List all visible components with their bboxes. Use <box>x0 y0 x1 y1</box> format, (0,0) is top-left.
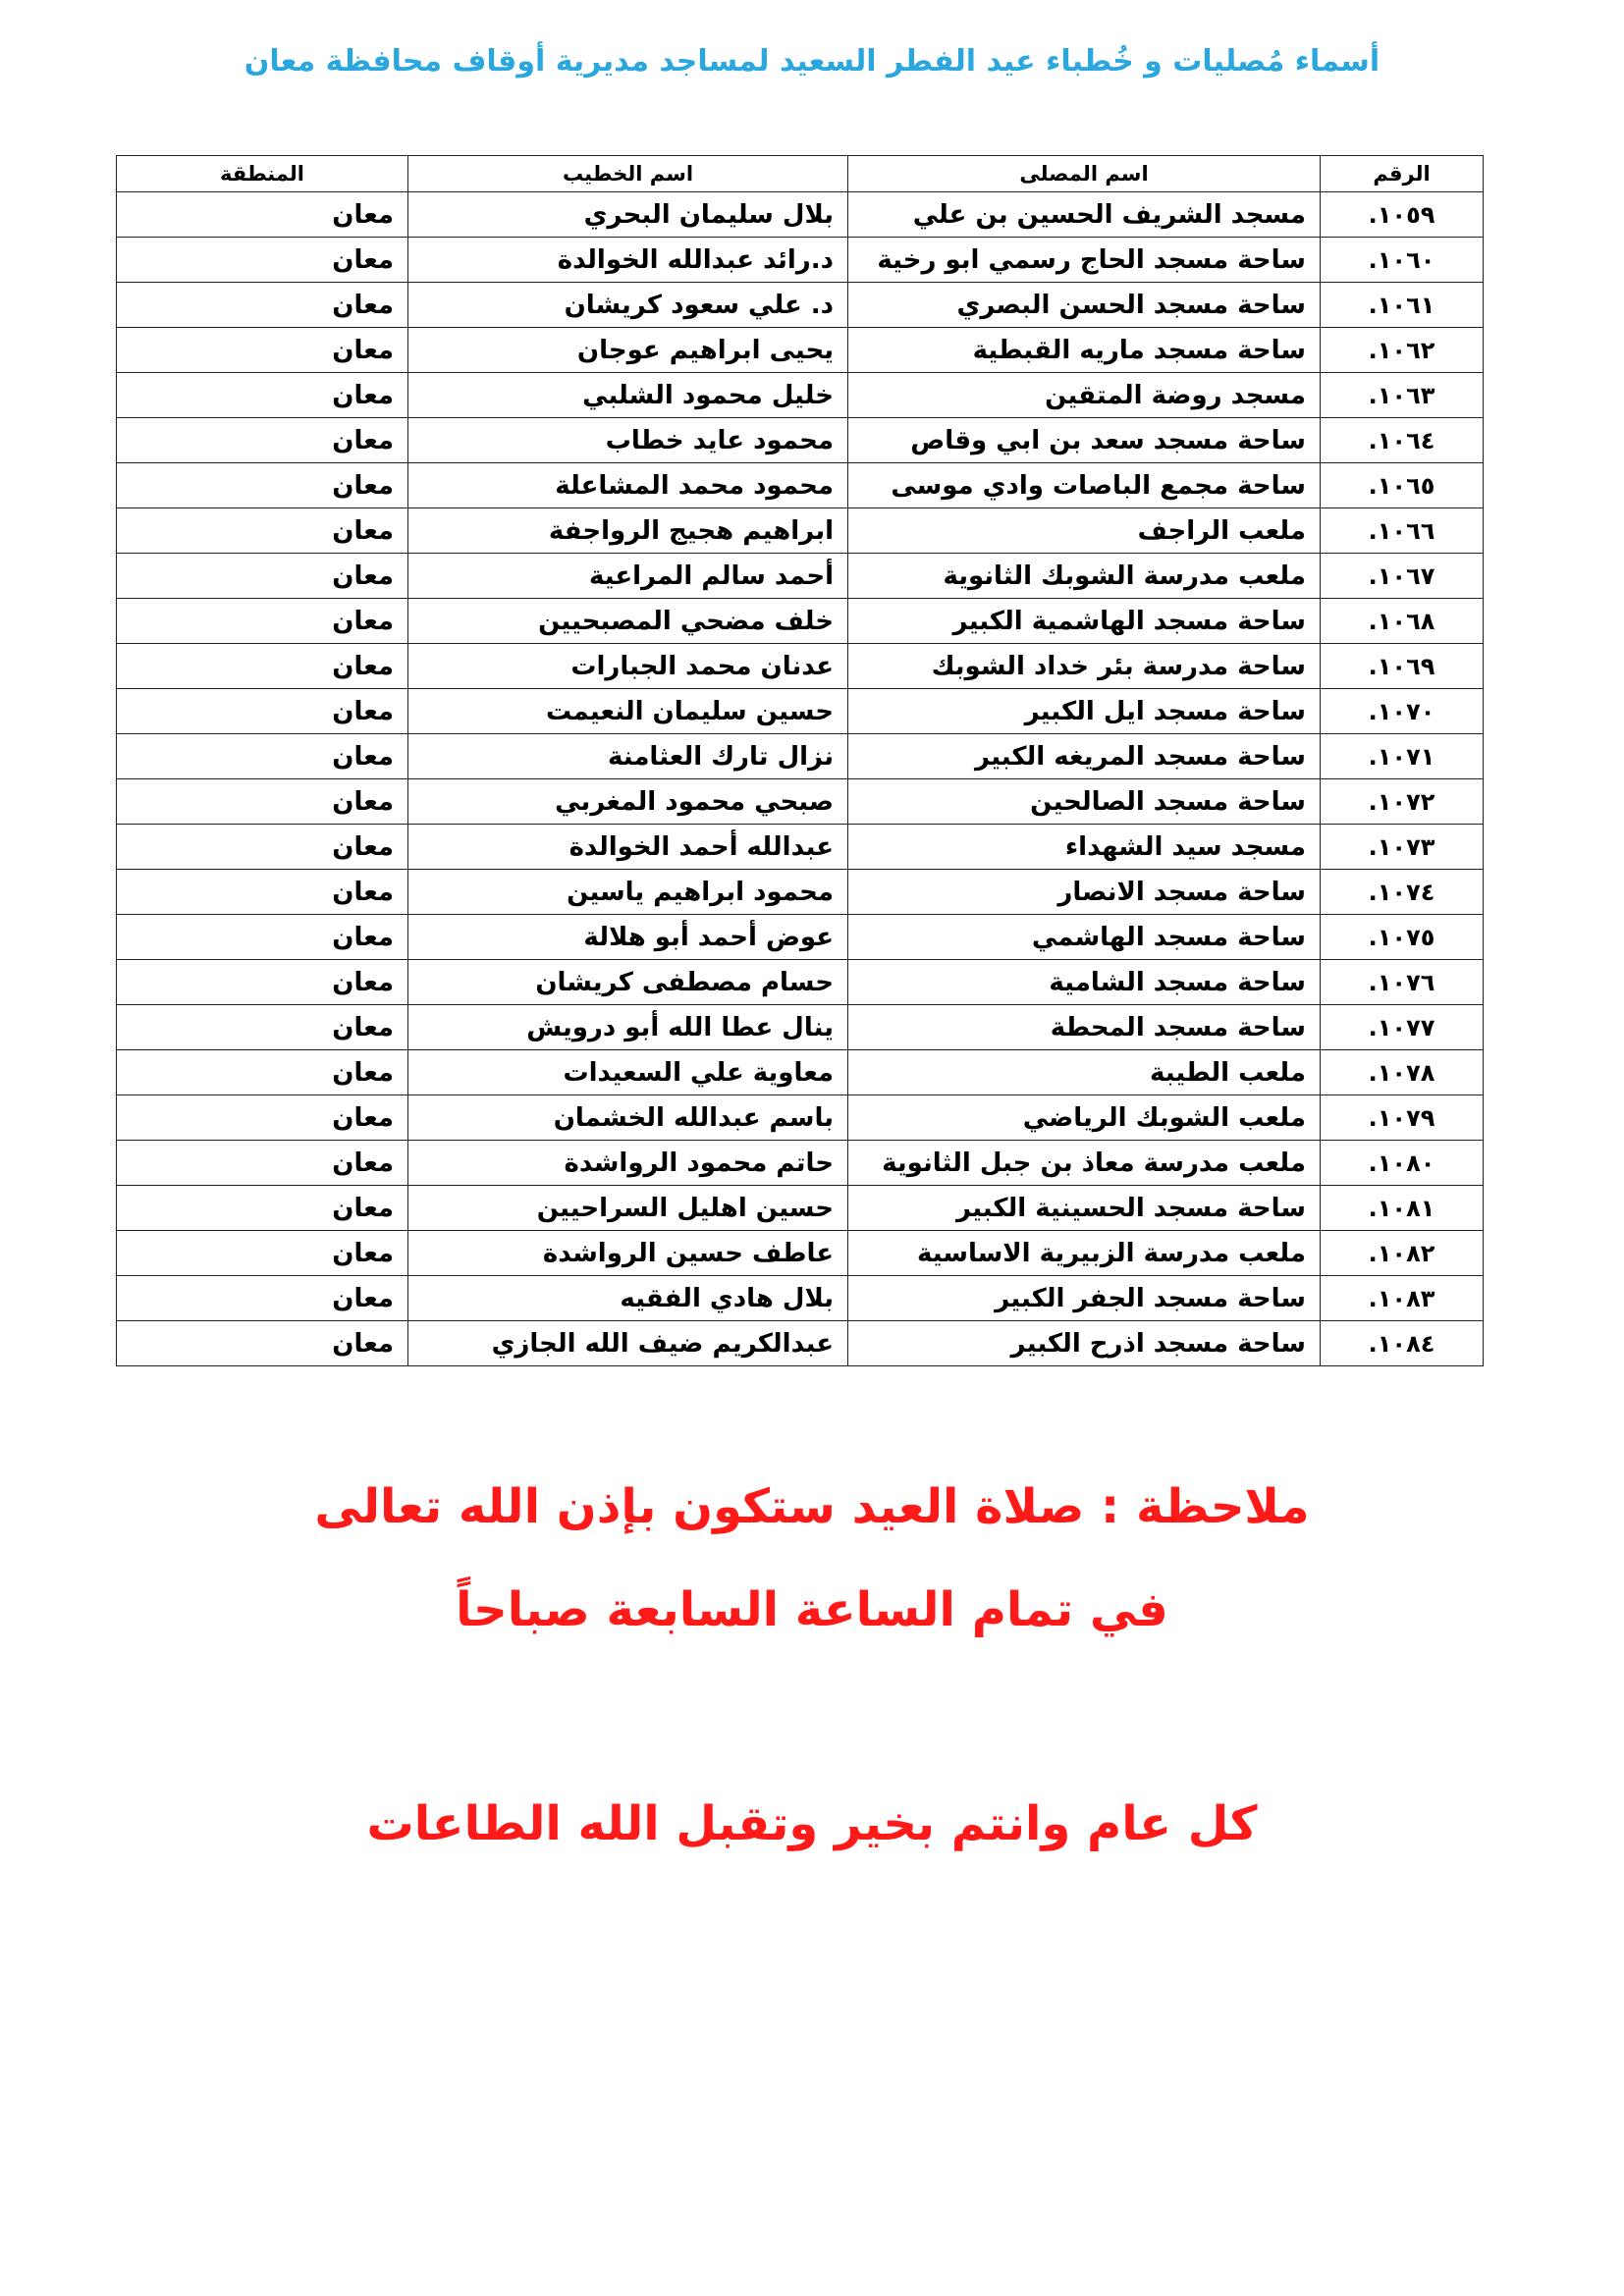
region-name: معان <box>117 734 408 779</box>
row-number: ١٠٦٧. <box>1321 554 1484 599</box>
table-row <box>117 1276 1484 1321</box>
prayer-sites-table <box>116 155 1484 1366</box>
khatib-name: حسين اهليل السراحيين <box>408 1186 848 1231</box>
row-number: ١٠٦١. <box>1321 283 1484 328</box>
mosque-name: ساحة مسجد الصالحين <box>848 779 1321 825</box>
khatib-name: عبدالكريم ضيف الله الجازي <box>408 1321 848 1366</box>
region-name: معان <box>117 463 408 508</box>
khatib-name: خليل محمود الشلبي <box>408 373 848 418</box>
header-region: المنطقة <box>117 156 408 192</box>
region-name: معان <box>117 644 408 689</box>
region-name: معان <box>117 1231 408 1276</box>
region-name: معان <box>117 1186 408 1231</box>
table-row <box>117 554 1484 599</box>
khatib-name: عدنان محمد الجبارات <box>408 644 848 689</box>
khatib-name: باسم عبدالله الخشمان <box>408 1095 848 1141</box>
region-name: معان <box>117 1050 408 1095</box>
row-number: ١٠٧٨. <box>1321 1050 1484 1095</box>
region-name: معان <box>117 960 408 1005</box>
row-number: ١٠٥٩. <box>1321 192 1484 238</box>
khatib-name: حسين سليمان النعيمت <box>408 689 848 734</box>
table-row <box>117 1141 1484 1186</box>
region-name: معان <box>117 1141 408 1186</box>
row-number: ١٠٦٨. <box>1321 599 1484 644</box>
khatib-name: د. علي سعود كريشان <box>408 283 848 328</box>
region-name: معان <box>117 915 408 960</box>
table-row <box>117 870 1484 915</box>
table-row <box>117 734 1484 779</box>
row-number: ١٠٨٤. <box>1321 1321 1484 1366</box>
region-name: معان <box>117 508 408 554</box>
region-name: معان <box>117 779 408 825</box>
region-name: معان <box>117 283 408 328</box>
table-row <box>117 1095 1484 1141</box>
mosque-name: مسجد سيد الشهداء <box>848 825 1321 870</box>
khatib-name: أحمد سالم المراعية <box>408 554 848 599</box>
header-number: الرقم <box>1321 156 1484 192</box>
region-name: معان <box>117 192 408 238</box>
prayer-time-note: ملاحظة : صلاة العيد ستكون بإذن الله تعالى <box>314 1479 1310 1534</box>
mosque-name: ساحة مدرسة بئر خداد الشوبك <box>848 644 1321 689</box>
table-row <box>117 508 1484 554</box>
table-header-row <box>117 156 1484 192</box>
page-title: أسماء مُصليات و خُطباء عيد الفطر السعيد لمساجد مديرية أوقاف محافظة معان <box>244 44 1380 79</box>
row-number: ١٠٦٣. <box>1321 373 1484 418</box>
mosque-name: ملعب الطيبة <box>848 1050 1321 1095</box>
row-number: ١٠٨٠. <box>1321 1141 1484 1186</box>
table-row <box>117 328 1484 373</box>
mosque-name: ساحة مسجد الهاشمية الكبير <box>848 599 1321 644</box>
mosque-name: ملعب مدرسة الزبيرية الاساسية <box>848 1231 1321 1276</box>
region-name: معان <box>117 554 408 599</box>
mosque-name: ساحة مسجد الحسن البصري <box>848 283 1321 328</box>
khatib-name: حسام مصطفى كريشان <box>408 960 848 1005</box>
header-khatib: اسم الخطيب <box>408 156 848 192</box>
khatib-name: محمود ابراهيم ياسين <box>408 870 848 915</box>
table-row <box>117 779 1484 825</box>
mosque-name: ساحة مسجد سعد بن ابي وقاص <box>848 418 1321 463</box>
table-row <box>117 238 1484 283</box>
khatib-name: نزال تارك العثامنة <box>408 734 848 779</box>
region-name: معان <box>117 599 408 644</box>
mosque-name: ساحة مسجد الشامية <box>848 960 1321 1005</box>
khatib-name: محمود محمد المشاعلة <box>408 463 848 508</box>
khatib-name: محمود عايد خطاب <box>408 418 848 463</box>
mosque-name: مسجد الشريف الحسين بن علي <box>848 192 1321 238</box>
row-number: ١٠٧٩. <box>1321 1095 1484 1141</box>
row-number: ١٠٦٩. <box>1321 644 1484 689</box>
khatib-name: معاوية علي السعيدات <box>408 1050 848 1095</box>
region-name: معان <box>117 238 408 283</box>
row-number: ١٠٦٥. <box>1321 463 1484 508</box>
mosque-name: ساحة مسجد الحاج رسمي ابو رخية <box>848 238 1321 283</box>
row-number: ١٠٧١. <box>1321 734 1484 779</box>
khatib-name: يحيى ابراهيم عوجان <box>408 328 848 373</box>
khatib-name: بلال هادي الفقيه <box>408 1276 848 1321</box>
table-row <box>117 283 1484 328</box>
table-row <box>117 599 1484 644</box>
row-number: ١٠٦٦. <box>1321 508 1484 554</box>
row-number: ١٠٧٤. <box>1321 870 1484 915</box>
row-number: ١٠٧٦. <box>1321 960 1484 1005</box>
mosque-name: ساحة مجمع الباصات وادي موسى <box>848 463 1321 508</box>
mosque-name: ساحة مسجد المحطة <box>848 1005 1321 1050</box>
table-row <box>117 418 1484 463</box>
row-number: ١٠٦٢. <box>1321 328 1484 373</box>
mosque-name: ملعب مدرسة الشوبك الثانوية <box>848 554 1321 599</box>
region-name: معان <box>117 1095 408 1141</box>
mosque-name: ساحة مسجد ايل الكبير <box>848 689 1321 734</box>
row-number: ١٠٨٣. <box>1321 1276 1484 1321</box>
table-row <box>117 463 1484 508</box>
mosque-name: ساحة مسجد الانصار <box>848 870 1321 915</box>
table-row <box>117 1231 1484 1276</box>
table-row <box>117 1186 1484 1231</box>
khatib-name: ابراهيم هجيج الرواجفة <box>408 508 848 554</box>
row-number: ١٠٦٠. <box>1321 238 1484 283</box>
mosque-name: ملعب مدرسة معاذ بن جبل الثانوية <box>848 1141 1321 1186</box>
region-name: معان <box>117 689 408 734</box>
table-row <box>117 1050 1484 1095</box>
row-number: ١٠٨١. <box>1321 1186 1484 1231</box>
mosque-name: مسجد روضة المتقين <box>848 373 1321 418</box>
mosque-name: ساحة مسجد الحسينية الكبير <box>848 1186 1321 1231</box>
region-name: معان <box>117 825 408 870</box>
mosque-name: ساحة مسجد الهاشمي <box>848 915 1321 960</box>
khatib-name: خلف مضحي المصبحيين <box>408 599 848 644</box>
table-row <box>117 1005 1484 1050</box>
header-mosque: اسم المصلى <box>848 156 1321 192</box>
khatib-name: د.رائد عبدالله الخوالدة <box>408 238 848 283</box>
row-number: ١٠٧٧. <box>1321 1005 1484 1050</box>
region-name: معان <box>117 373 408 418</box>
region-name: معان <box>117 1321 408 1366</box>
row-number: ١٠٧٢. <box>1321 779 1484 825</box>
table-row <box>117 192 1484 238</box>
region-name: معان <box>117 1005 408 1050</box>
mosque-name: ساحة مسجد الجفر الكبير <box>848 1276 1321 1321</box>
mosque-name: ساحة مسجد ماريه القبطية <box>848 328 1321 373</box>
table-row <box>117 373 1484 418</box>
table-row <box>117 915 1484 960</box>
khatib-name: بلال سليمان البحري <box>408 192 848 238</box>
row-number: ١٠٦٤. <box>1321 418 1484 463</box>
row-number: ١٠٧٥. <box>1321 915 1484 960</box>
khatib-name: حاتم محمود الرواشدة <box>408 1141 848 1186</box>
region-name: معان <box>117 418 408 463</box>
row-number: ١٠٨٢. <box>1321 1231 1484 1276</box>
table-row <box>117 825 1484 870</box>
region-name: معان <box>117 328 408 373</box>
table-row <box>117 644 1484 689</box>
khatib-name: عوض أحمد أبو هلالة <box>408 915 848 960</box>
eid-greeting: كل عام وانتم بخير وتقبل الله الطاعات <box>366 1796 1258 1851</box>
table-row <box>117 1321 1484 1366</box>
khatib-name: صبحي محمود المغربي <box>408 779 848 825</box>
mosque-name: ملعب الراجف <box>848 508 1321 554</box>
table-row <box>117 960 1484 1005</box>
khatib-name: عاطف حسين الرواشدة <box>408 1231 848 1276</box>
khatib-name: ينال عطا الله أبو درويش <box>408 1005 848 1050</box>
region-name: معان <box>117 1276 408 1321</box>
row-number: ١٠٧٣. <box>1321 825 1484 870</box>
prayer-time-detail: في تمام الساعة السابعة صباحاً <box>456 1582 1168 1637</box>
mosque-name: ساحة مسجد اذرح الكبير <box>848 1321 1321 1366</box>
table-row <box>117 689 1484 734</box>
mosque-name: ساحة مسجد المريغه الكبير <box>848 734 1321 779</box>
row-number: ١٠٧٠. <box>1321 689 1484 734</box>
region-name: معان <box>117 870 408 915</box>
mosque-name: ملعب الشوبك الرياضي <box>848 1095 1321 1141</box>
khatib-name: عبدالله أحمد الخوالدة <box>408 825 848 870</box>
